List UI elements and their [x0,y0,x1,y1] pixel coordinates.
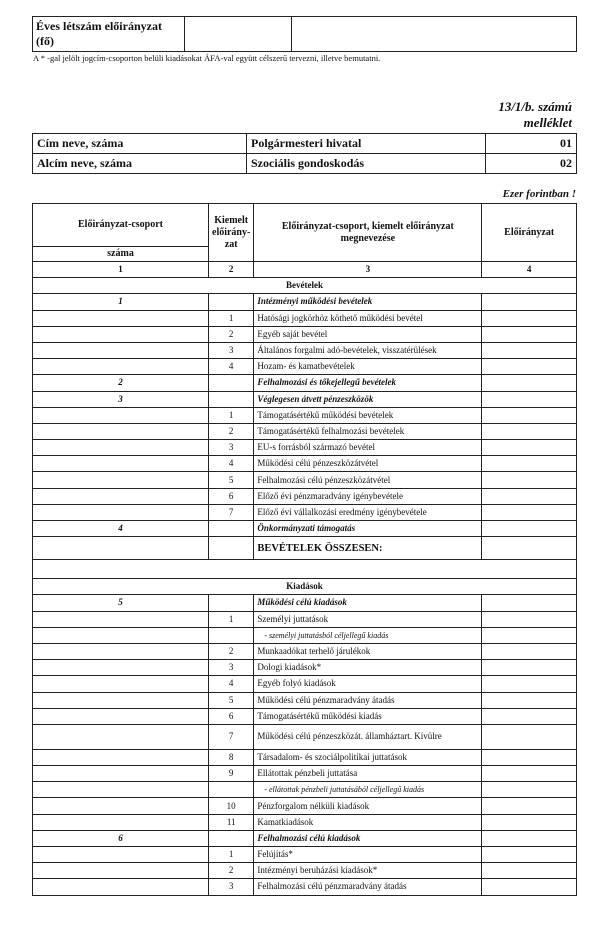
amount-cell [482,676,577,692]
item-name: Támogatásértékű felhalmozási bevételek [254,423,482,439]
highlighted-number [209,537,254,560]
group-name: Intézményi működési bevételek [254,294,482,310]
group-number [33,326,209,342]
budget-table [32,203,577,896]
group-number [33,766,209,782]
item-row [33,863,577,879]
item-row [33,814,577,830]
item-name: - ellátottak pénzbeli juttatásából céljellegű kiadás [254,782,482,798]
highlighted-number: 5 [209,692,254,708]
section-title: Bevételek [33,278,577,294]
amount-cell [482,643,577,659]
group-number [33,611,209,627]
currency-note: Ezer forintban ! [502,188,576,200]
highlighted-number: 3 [209,879,254,895]
amount-cell [482,766,577,782]
group-number [33,708,209,724]
group-number [33,359,209,375]
amount-cell [482,708,577,724]
group-number [33,676,209,692]
amount-cell [482,294,577,310]
amount-cell [482,611,577,627]
amount-cell [482,879,577,895]
item-name: Előző évi vállalkozási eredmény igénybevétele [254,504,482,520]
amount-cell [482,407,577,423]
amount-cell [482,692,577,708]
amount-cell [482,488,577,504]
headcount-box [32,16,577,52]
highlighted-number [209,595,254,611]
item-row [33,440,577,456]
section-title: Kiadások [33,579,577,595]
item-name: Egyéb saját bevétel [254,326,482,342]
item-name: Működési célú pénzmaradvány átadás [254,692,482,708]
group-number [33,423,209,439]
group-row [33,375,577,391]
highlighted-number [209,375,254,391]
highlighted-number: 7 [209,504,254,520]
group-number: 5 [33,595,209,611]
group-number [33,749,209,765]
item-name: Támogatásértékű működési kiadás [254,708,482,724]
header-szama: száma [33,247,209,262]
highlighted-number: 2 [209,326,254,342]
item-name: Személyi juttatások [254,611,482,627]
item-row [33,456,577,472]
highlighted-number: 1 [209,611,254,627]
header-highlighted: Kiemelt előirány-zat [209,204,254,262]
item-name: Hozam- és kamatbevételek [254,359,482,375]
group-number [33,782,209,798]
amount-cell [482,504,577,520]
section-row [33,278,577,294]
highlighted-number: 6 [209,488,254,504]
headcount-cell-1 [185,17,292,52]
group-number [33,342,209,358]
annex-title [498,99,572,131]
group-number [33,863,209,879]
item-name: Kamatkiadások [254,814,482,830]
highlighted-number: 10 [209,798,254,814]
item-name: Munkaadókat terhelő járulékok [254,643,482,659]
title-table [32,133,577,174]
item-name: Ellátottak pénzbeli juttatása [254,766,482,782]
group-name: Felhalmozási és tőkejellegű bevételek [254,375,482,391]
item-row [33,724,577,749]
item-name: Előző évi pénzmaradvány igénybevétele [254,488,482,504]
col-number: 2 [209,262,254,278]
headcount-label: Éves létszám előirányzat (fő) [33,17,185,52]
highlighted-number: 8 [209,749,254,765]
group-row [33,391,577,407]
amount-cell [482,359,577,375]
group-number [33,310,209,326]
highlighted-number: 11 [209,814,254,830]
item-name: Általános forgalmi adó-bevételek, visszatérülések [254,342,482,358]
highlighted-number: 6 [209,708,254,724]
cim-code: 01 [486,134,577,154]
sub-row [33,627,577,643]
item-row [33,708,577,724]
group-number [33,488,209,504]
item-row [33,692,577,708]
group-number [33,472,209,488]
highlighted-number: 9 [209,766,254,782]
item-name: Hatósági jogkörhöz köthető működési bevétel [254,310,482,326]
annex-line-1: 13/1/b. számú [498,99,572,114]
group-number [33,724,209,749]
highlighted-number: 3 [209,440,254,456]
amount-cell [482,521,577,537]
header-group: Előirányzat-csoport [33,204,209,247]
highlighted-number: 1 [209,847,254,863]
group-number: 1 [33,294,209,310]
item-row [33,310,577,326]
highlighted-number [209,521,254,537]
item-name: Pénzforgalom nélküli kiadások [254,798,482,814]
highlighted-number: 3 [209,660,254,676]
group-name: Felhalmozási célú kiadások [254,830,482,846]
amount-cell [482,847,577,863]
item-row [33,342,577,358]
item-name: Társadalom- és szociálpolitikai juttatások [254,749,482,765]
highlighted-number: 4 [209,359,254,375]
highlighted-number [209,830,254,846]
amount-cell [482,782,577,798]
highlighted-number: 2 [209,423,254,439]
footnote: A * -gal jelölt jogcím-csoporton belüli kiadásokat ÁFA-val együtt célszerű tervezni, illetve bemutatni. [33,53,381,63]
amount-cell [482,627,577,643]
item-row [33,879,577,895]
amount-cell [482,814,577,830]
group-number [33,798,209,814]
highlighted-number [209,627,254,643]
group-name: Véglegesen átvett pénzeszközök [254,391,482,407]
group-name: Működési célú kiadások [254,595,482,611]
spacer-cell [33,560,577,579]
item-row [33,749,577,765]
alcim-label: Alcím neve, száma [33,154,247,174]
sub-row [33,782,577,798]
group-name: Önkormányzati támogatás [254,521,482,537]
col-number: 1 [33,262,209,278]
amount-cell [482,391,577,407]
highlighted-number [209,391,254,407]
item-row [33,472,577,488]
item-name: Felhalmozási célú pénzeszközátvétel [254,472,482,488]
group-number [33,847,209,863]
item-row [33,676,577,692]
item-name: Támogatásértékű működési bevételek [254,407,482,423]
group-number [33,643,209,659]
amount-cell [482,423,577,439]
item-name: - személyi juttatásból céljellegű kiadás [254,627,482,643]
item-name: Felújítás* [254,847,482,863]
item-row [33,798,577,814]
highlighted-number: 2 [209,863,254,879]
header-row [33,204,577,247]
column-number-row [33,262,577,278]
alcim-name: Szociális gondoskodás [247,154,486,174]
amount-cell [482,724,577,749]
item-name: Működési célú pénzeszközát. államháztart. Kívülre [254,724,482,749]
item-row [33,504,577,520]
group-row [33,595,577,611]
highlighted-number: 7 [209,724,254,749]
amount-cell [482,749,577,765]
amount-cell [482,375,577,391]
highlighted-number [209,782,254,798]
annex-line-2: melléklet [523,115,572,130]
item-name: Intézményi beruházási kiadások* [254,863,482,879]
highlighted-number: 4 [209,676,254,692]
group-number [33,504,209,520]
total-label: BEVÉTELEK ÖSSZESEN: [254,537,482,560]
amount-cell [482,863,577,879]
item-row [33,643,577,659]
item-row [33,766,577,782]
amount-cell [482,798,577,814]
headcount-cell-2 [292,17,577,52]
item-row [33,488,577,504]
amount-cell [482,310,577,326]
highlighted-number: 1 [209,407,254,423]
item-row [33,611,577,627]
item-row [33,359,577,375]
item-name: EU-s forrásból származó bevétel [254,440,482,456]
header-amount: Előirányzat [482,204,577,262]
amount-cell [482,342,577,358]
alcim-code: 02 [486,154,577,174]
highlighted-number: 3 [209,342,254,358]
amount-cell [482,456,577,472]
item-row [33,326,577,342]
group-number [33,537,209,560]
item-name: Működési célú pénzeszközátvétel [254,456,482,472]
item-row [33,407,577,423]
group-number: 6 [33,830,209,846]
total-row [33,537,577,560]
group-number [33,627,209,643]
group-number [33,814,209,830]
item-row [33,423,577,439]
group-number: 3 [33,391,209,407]
group-number [33,660,209,676]
spacer-row [33,560,577,579]
group-row [33,521,577,537]
group-number [33,456,209,472]
amount-cell [482,472,577,488]
group-number: 4 [33,521,209,537]
item-row [33,847,577,863]
cim-label: Cím neve, száma [33,134,247,154]
group-number: 2 [33,375,209,391]
amount-cell [482,660,577,676]
item-name: Felhalmozási célú pénzmaradvány átadás [254,879,482,895]
col-number: 3 [254,262,482,278]
amount-cell [482,537,577,560]
item-name: Dologi kiadások* [254,660,482,676]
group-number [33,692,209,708]
amount-cell [482,326,577,342]
highlighted-number [209,294,254,310]
item-row [33,660,577,676]
cim-name: Polgármesteri hivatal [247,134,486,154]
group-row [33,294,577,310]
highlighted-number: 4 [209,456,254,472]
highlighted-number: 5 [209,472,254,488]
section-row [33,579,577,595]
amount-cell [482,440,577,456]
group-number [33,879,209,895]
header-name: Előirányzat-csoport, kiemelt előirányzat megnevezése [254,204,482,262]
col-number: 4 [482,262,577,278]
group-number [33,440,209,456]
item-name: Egyéb folyó kiadások [254,676,482,692]
highlighted-number: 2 [209,643,254,659]
highlighted-number: 1 [209,310,254,326]
amount-cell [482,830,577,846]
group-number [33,407,209,423]
group-row [33,830,577,846]
amount-cell [482,595,577,611]
